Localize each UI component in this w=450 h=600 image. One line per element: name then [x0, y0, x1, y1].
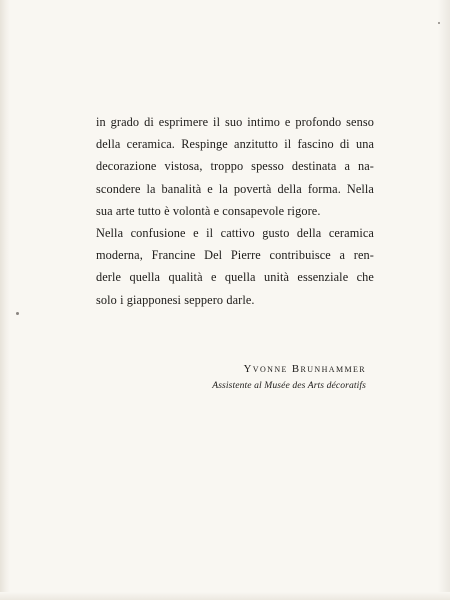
- text-line: moderna, Francine Del Pierre contribuisce a ren-: [96, 248, 374, 263]
- paper-speck: [438, 22, 440, 24]
- text-line: scondere la banalità e la povertà della forma. Nella: [96, 181, 374, 196]
- text-line: della ceramica. Respinge anzitutto il fascino di una: [96, 137, 374, 152]
- page-right-edge: [438, 0, 450, 600]
- paper-speck: [16, 312, 19, 315]
- page-left-edge: [0, 0, 10, 600]
- signature-block: [170, 361, 366, 392]
- signature-title: Assistente al Musée des Arts décoratifs: [212, 380, 366, 391]
- body-text: [96, 111, 374, 311]
- page-bottom-edge: [0, 592, 450, 600]
- text-line: decorazione vistosa, troppo spesso destinata a na-: [96, 159, 374, 174]
- signature-name: Yvonne Brunhammer: [243, 363, 366, 375]
- text-line: sua arte tutto è volontà e consapevole rigore.: [96, 203, 321, 218]
- text-line: in grado di esprimere il suo intimo e profondo senso: [96, 115, 374, 129]
- text-line: Nella confusione e il cattivo gusto della ceramica: [96, 226, 374, 241]
- text-line: solo i giapponesi seppero darle.: [96, 292, 255, 307]
- text-line: derle quella qualità e quella unità essenziale che: [96, 270, 374, 285]
